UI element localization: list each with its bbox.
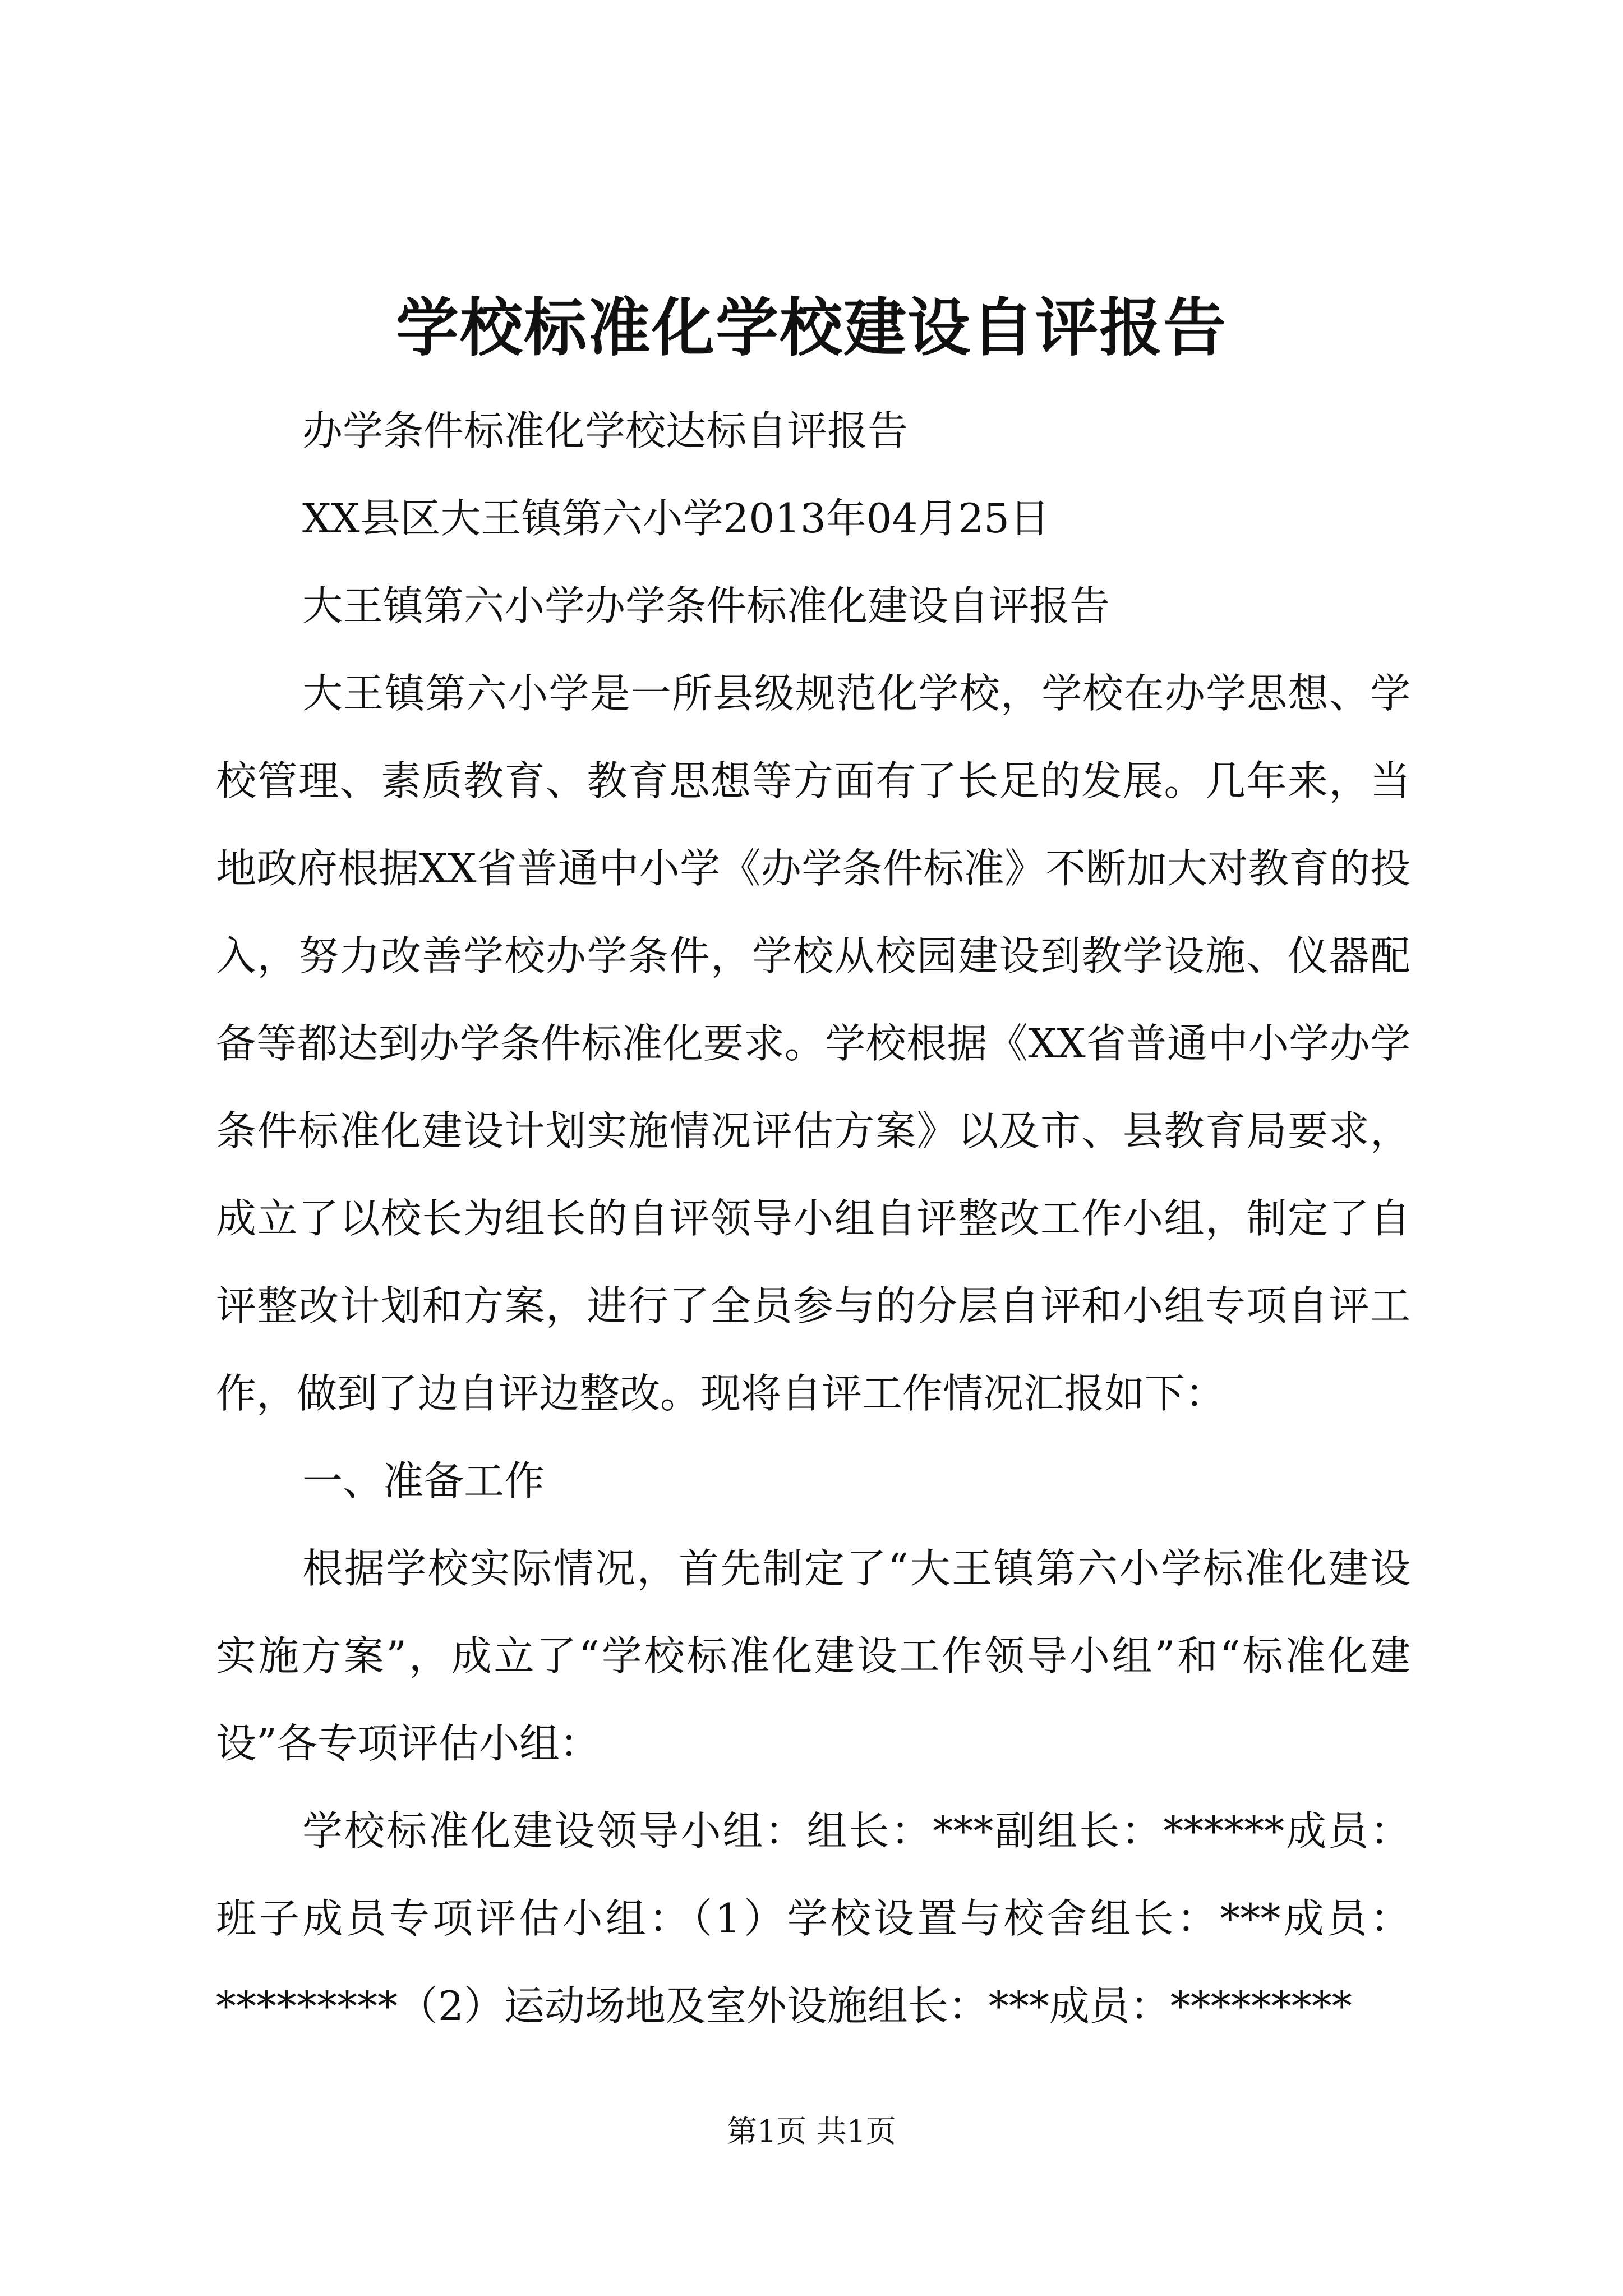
paragraph-leadership-group: 学校标准化建设领导小组：组长：***副组长：******成员：班子成员专项评估小组：（1）学校设置与校舍组长：***成员：*********（2）运动场地及室外设施组长：***成员：********* (216, 1807, 1410, 2030)
document-title: 学校标准化学校建设自评报告 (396, 291, 1227, 365)
paragraph-introduction: 大王镇第六小学是一所县级规范化学校，学校在办学思想、学校管理、素质教育、教育思想等方面有了长足的发展。几年来，当地政府根据XX省普通中小学《办学条件标准》不断加大对教育的投入，努力改善学校办学条件，学校从校园建设到教学设施、仪器配备等都达到办学条件标准化要求。学校根据《XX省普通中小学办学条件标准化建设计划实施情况评估方案》以及市、县教育局要求，成立了以校长为组长的自评领导小组自评整改工作小组，制定了自评整改计划和方案，进行了全员参与的分层自评和小组专项自评工作，做到了边自评边整改。现将自评工作情况汇报如下： (216, 670, 1410, 1417)
paragraph-school-date: XX县区大王镇第六小学2013年04月25日 (302, 495, 1050, 542)
paragraph-subtitle: 办学条件标准化学校达标自评报告 (302, 407, 909, 454)
document-body (216, 387, 1410, 2050)
page-footer: 第1页 共1页 (727, 2114, 896, 2149)
section-heading-preparation: 一、准备工作 (302, 1457, 545, 1504)
paragraph-report-heading: 大王镇第六小学办学条件标准化建设自评报告 (302, 582, 1110, 629)
paragraph-preparation: 根据学校实际情况，首先制定了“大王镇第六小学标准化建设实施方案”，成立了“学校标准化建设工作领导小组”和“标准化建设”各专项评估小组： (216, 1545, 1410, 1767)
